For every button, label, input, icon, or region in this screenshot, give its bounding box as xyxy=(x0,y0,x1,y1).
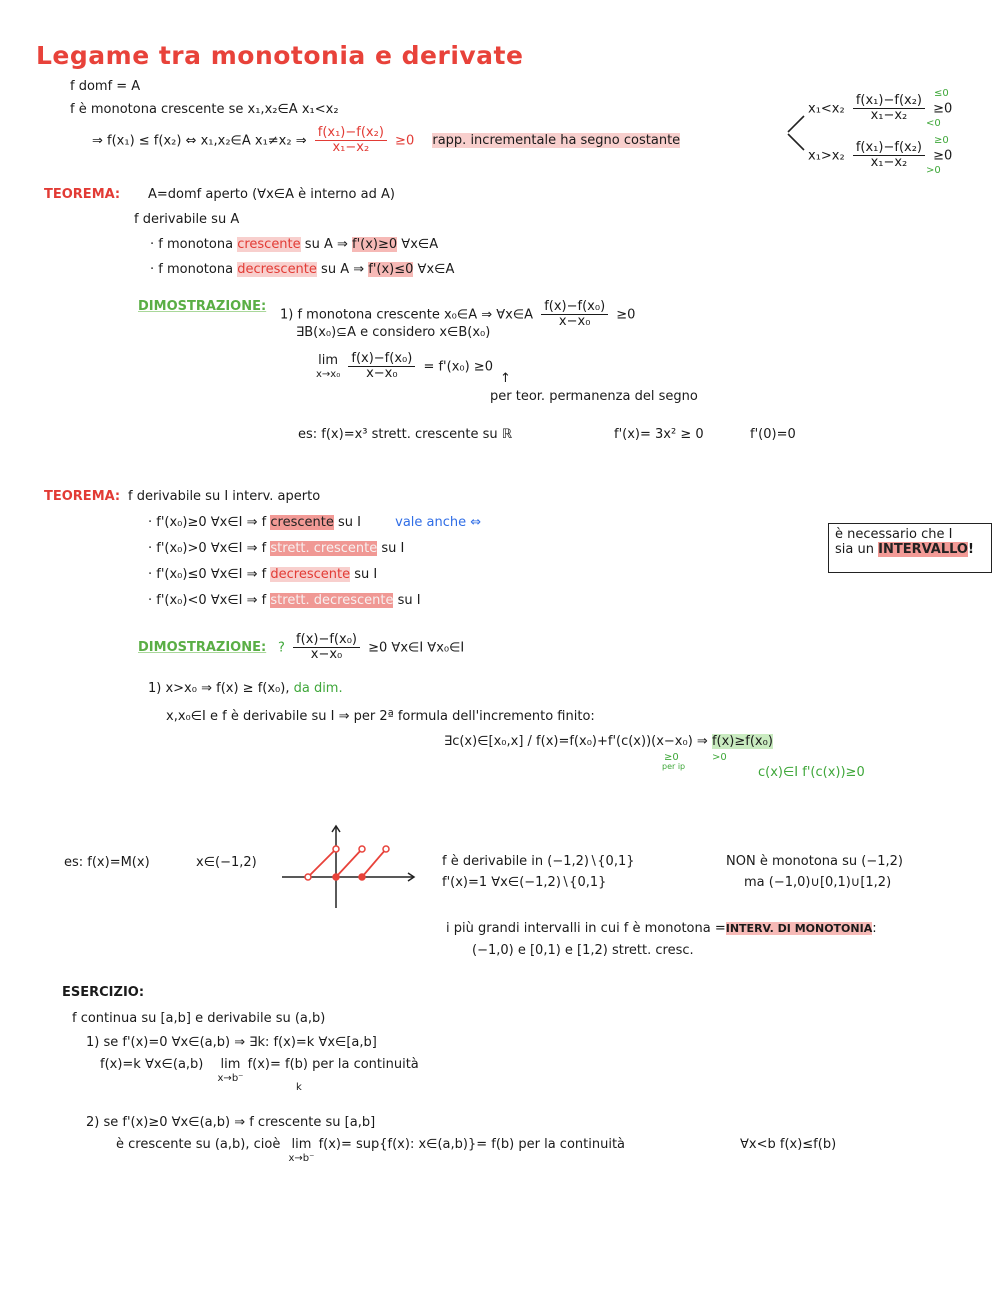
definition-line: f è monotona crescente se x₁,x₂∈A x₁<x₂ xyxy=(70,102,339,117)
example2-union: ma (−1,0)∪[0,1)∪[1,2) xyxy=(744,875,892,890)
case-less-numerator: f(x₁)−f(x₂) xyxy=(853,94,925,109)
case-less-fraction xyxy=(853,94,925,124)
item-text: su A ⇒ xyxy=(304,237,348,252)
ratio-numerator: f(x₁)−f(x₂) xyxy=(315,126,387,141)
row-keyword: strett. decrescente xyxy=(270,593,394,608)
theorem1-limit xyxy=(316,352,493,382)
mantissa-graph xyxy=(278,822,418,912)
limit-word: lim xyxy=(291,1137,312,1152)
theorem1-proof-step2: ∃B(x₀)⊆A e considero x∈B(x₀) xyxy=(296,325,491,340)
mark-positive: >0 xyxy=(712,752,727,763)
box-exclamation: ! xyxy=(967,542,974,557)
goal-result: ≥0 ∀x∈I ∀x₀∈I xyxy=(368,640,465,656)
up-arrow-icon: ↑ xyxy=(500,371,511,386)
exercise-part1-detail xyxy=(100,1058,419,1084)
row-keyword: strett. crescente xyxy=(270,541,378,556)
example2-not-monotone: NON è monotona su (−1,2) xyxy=(726,854,903,869)
ratio-note: rapp. incrementale ha segno costante xyxy=(432,133,681,149)
box-line1: è necessario che I xyxy=(835,527,953,542)
theorem1-example-derivative: f'(x)= 3x² ≥ 0 xyxy=(614,427,704,442)
mark-hypothesis: per ip xyxy=(662,762,686,771)
item-text: · f monotona xyxy=(150,262,234,277)
mark-nonnegative: ≥0 xyxy=(664,752,679,763)
example2-derivative: f'(x)=1 ∀x∈(−1,2)∖{0,1} xyxy=(442,875,607,890)
graph-segment xyxy=(336,849,362,877)
limit-word: lim xyxy=(318,352,339,368)
limit-denominator: x−x₀ xyxy=(366,366,398,382)
interval-note-box xyxy=(828,523,992,573)
theorem1-example-zero: f'(0)=0 xyxy=(750,427,796,442)
example2-domain: x∈(−1,2) xyxy=(196,855,257,870)
ratio-sign: ≥0 xyxy=(395,133,415,149)
exercise-part2-detail xyxy=(116,1138,625,1164)
exercise-hypothesis: f continua su [a,b] e derivabile su (a,b) xyxy=(72,1011,326,1026)
theorem2-proof-label: DIMOSTRAZIONE: xyxy=(138,640,267,655)
step-note: da dim. xyxy=(293,681,343,696)
row-text: · f'(x₀)≤0 ∀x∈I ⇒ f xyxy=(148,567,267,582)
part1-limit xyxy=(218,1058,244,1084)
limit-subscript: x→x₀ xyxy=(316,368,341,380)
limit-subscript: x→b⁻ xyxy=(217,1072,244,1084)
closed-point xyxy=(333,874,339,880)
box-keyword: INTERVALLO xyxy=(878,542,968,557)
intervals-text: i più grandi intervalli in cui f è monotona = xyxy=(446,921,726,936)
limit-fraction xyxy=(348,352,415,382)
row-text: · f'(x₀)>0 ∀x∈I ⇒ f xyxy=(148,541,267,556)
intervals-colon: : xyxy=(872,921,877,936)
ratio-fraction xyxy=(315,126,387,156)
case-less-den-mark: <0 xyxy=(926,118,941,129)
case-less-condition: x₁<x₂ xyxy=(808,101,845,117)
theorem1-hypothesis-domain: A=domf aperto (∀x∈A è interno ad A) xyxy=(148,187,395,202)
open-point xyxy=(383,846,389,852)
item-condition: f'(x)≥0 xyxy=(352,237,398,252)
row-tail: su I xyxy=(354,567,378,582)
limit-word: lim xyxy=(220,1057,241,1072)
proof-fraction xyxy=(541,300,608,330)
proof-text: 1) f monotona crescente x₀∈A ⇒ ∀x∈A xyxy=(280,307,534,323)
part2-limit-text: f(x)= sup{f(x): x∈(a,b)}= f(b) per la continuità xyxy=(318,1137,626,1152)
case-less-result: ≥0 xyxy=(933,101,953,117)
closed-point xyxy=(359,874,365,880)
part2-text: è crescente su (a,b), cioè xyxy=(116,1137,281,1152)
case-greater-fraction xyxy=(853,141,925,171)
theorem1-proof-label: DIMOSTRAZIONE: xyxy=(138,299,267,314)
part1-k-mark: k xyxy=(296,1082,302,1093)
domain-line: f domf = A xyxy=(70,79,141,94)
row-text: · f'(x₀)<0 ∀x∈I ⇒ f xyxy=(148,593,267,608)
step-text: ∃c(x)∈[x₀,x] / f(x)=f(x₀)+f'(c(x))(x−x₀) ⇒ xyxy=(444,734,708,749)
example2-intervals xyxy=(446,922,877,937)
row-note: vale anche ⇔ xyxy=(395,515,482,530)
item-keyword: crescente xyxy=(237,237,301,252)
case-greater-den-mark: >0 xyxy=(926,165,941,176)
goal-denominator: x−x₀ xyxy=(310,647,343,663)
case-greater-result: ≥0 xyxy=(933,148,953,164)
graph-segment xyxy=(308,849,336,877)
permanence-note: per teor. permanenza del segno xyxy=(490,389,698,404)
theorem2-hypothesis: f derivabile su I interv. aperto xyxy=(128,489,321,504)
limit-operator xyxy=(316,354,340,380)
step-conclusion: f(x)≥f(x₀) xyxy=(711,734,773,749)
row-keyword: decrescente xyxy=(270,567,351,582)
goal-fraction xyxy=(293,633,360,663)
case-less-denominator: x₁−x₂ xyxy=(870,108,908,124)
open-point xyxy=(359,846,365,852)
limit-numerator: f(x)−f(x₀) xyxy=(348,352,415,367)
theorem2-step4: c(x)∈I f'(c(x))≥0 xyxy=(758,765,865,780)
ratio-denominator: x₁−x₂ xyxy=(332,140,370,156)
part1-limit-text: f(x)= f(b) per la continuità xyxy=(247,1057,419,1072)
theorem1-item-increasing xyxy=(150,238,438,253)
graph-segment xyxy=(362,849,386,877)
item-quantifier: ∀x∈A xyxy=(401,237,439,252)
theorem2-proof-goal xyxy=(278,633,464,663)
item-quantifier: ∀x∈A xyxy=(417,262,455,277)
exercise-label: ESERCIZIO: xyxy=(62,985,145,1000)
theorem2-label: TEOREMA: xyxy=(44,489,121,504)
theorem1-example: es: f(x)=x³ strett. crescente su ℝ xyxy=(298,427,513,442)
part1-text: f(x)=k ∀x∈(a,b) xyxy=(100,1057,204,1072)
row-text: · f'(x₀)≥0 ∀x∈I ⇒ f xyxy=(148,515,267,530)
exercise-part1: 1) se f'(x)=0 ∀x∈(a,b) ⇒ ∃k: f(x)=k ∀x∈[a,b] xyxy=(86,1035,377,1050)
theorem1-label: TEOREMA: xyxy=(44,187,121,202)
open-point xyxy=(333,846,339,852)
exercise-part2-conclusion: ∀x<b f(x)≤f(b) xyxy=(740,1137,837,1152)
case-greater-num-mark: ≥0 xyxy=(934,135,949,146)
proof-numerator: f(x)−f(x₀) xyxy=(541,300,608,315)
theorem2-step2: x,x₀∈I e f è derivabile su I ⇒ per 2ª formula dell'incremento finito: xyxy=(166,709,595,724)
example2-interval-list: (−1,0) e [0,1) e [1,2) strett. cresc. xyxy=(472,943,694,958)
theorem2-step3 xyxy=(444,735,773,750)
row-tail: su I xyxy=(397,593,421,608)
row-tail: su I xyxy=(338,515,361,530)
row-tail: su I xyxy=(381,541,405,556)
limit-result: = f'(x₀) ≥0 xyxy=(423,359,493,375)
case-greater-denominator: x₁−x₂ xyxy=(870,155,908,171)
box-text: sia un xyxy=(835,542,874,557)
theorem1-hypothesis-derivable: f derivabile su A xyxy=(134,212,240,227)
step-text: 1) x>x₀ ⇒ f(x) ≥ f(x₀), xyxy=(148,681,290,696)
case-greater-condition: x₁>x₂ xyxy=(808,148,845,164)
item-keyword: decrescente xyxy=(237,262,317,277)
intervals-keyword: INTERV. DI MONOTONIA xyxy=(725,922,873,935)
proof-denominator: x−x₀ xyxy=(558,314,591,330)
theorem2-row-increasing xyxy=(148,516,481,531)
branch-arrows-icon xyxy=(786,112,806,154)
part2-limit xyxy=(288,1138,314,1164)
case-greater-numerator: f(x₁)−f(x₂) xyxy=(853,141,925,156)
theorem2-step1 xyxy=(148,682,343,697)
item-text: su A ⇒ xyxy=(321,262,365,277)
theorem2-row-decreasing xyxy=(148,568,377,583)
equivalence-text: ⇒ f(x₁) ≤ f(x₂) ⇔ x₁,x₂∈A x₁≠x₂ ⇒ xyxy=(92,133,307,149)
row-keyword: crescente xyxy=(270,515,334,530)
theorem2-row-strict-decreasing xyxy=(148,594,421,609)
case-less-num-mark: ≤0 xyxy=(934,88,949,99)
equivalence-line xyxy=(92,126,680,156)
goal-numerator: f(x)−f(x₀) xyxy=(293,633,360,648)
theorem1-item-decreasing xyxy=(150,263,454,278)
example2-derivable: f è derivabile in (−1,2)∖{0,1} xyxy=(442,854,635,869)
question-mark: ? xyxy=(278,640,285,656)
example2-label: es: f(x)=M(x) xyxy=(64,855,150,870)
limit-subscript: x→b⁻ xyxy=(288,1152,315,1164)
item-text: · f monotona xyxy=(150,237,234,252)
exercise-part2: 2) se f'(x)≥0 ∀x∈(a,b) ⇒ f crescente su [a,b] xyxy=(86,1115,376,1130)
open-point xyxy=(305,874,311,880)
proof-sign: ≥0 xyxy=(616,307,636,323)
item-condition: f'(x)≤0 xyxy=(368,262,414,277)
theorem2-row-strict-increasing xyxy=(148,542,404,557)
page-title: Legame tra monotonia e derivate xyxy=(36,41,524,70)
box-line2 xyxy=(835,542,985,557)
